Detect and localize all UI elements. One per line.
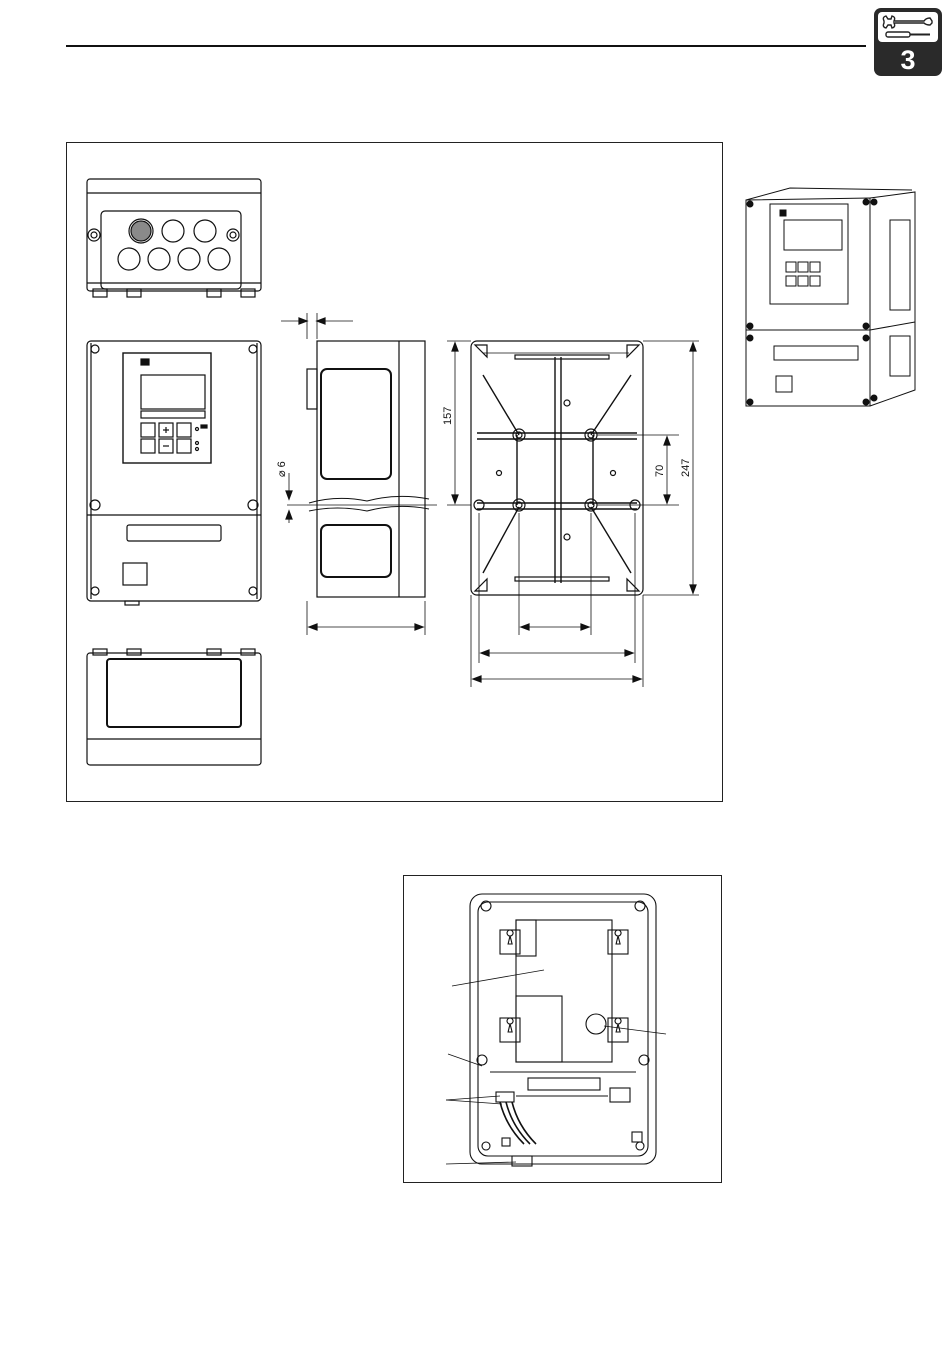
housing-interior-drawing bbox=[404, 876, 721, 1182]
chapter-number: 3 bbox=[900, 45, 916, 75]
wrench-screwdriver-icon bbox=[878, 12, 938, 42]
dimensions-figure bbox=[66, 142, 723, 802]
dimension-label-247: 247 bbox=[680, 458, 692, 477]
front-view-housing bbox=[87, 341, 261, 605]
top-view-housing bbox=[87, 649, 261, 765]
header-rule bbox=[66, 45, 866, 47]
dimension-label-157: 157 bbox=[442, 406, 454, 425]
dimension-label-70: 70 bbox=[654, 464, 666, 477]
chapter-tab bbox=[874, 8, 942, 76]
dimension-label-hole-diameter: ⌀ 6 bbox=[276, 461, 288, 477]
rear-view-mounting-plate bbox=[286, 318, 699, 687]
side-view-housing bbox=[281, 313, 437, 635]
dimensions-drawing bbox=[67, 143, 722, 801]
housing-interior-figure bbox=[403, 875, 722, 1183]
bottom-view-housing bbox=[87, 179, 261, 297]
device-perspective-view bbox=[740, 180, 920, 410]
chapter-icon-area bbox=[878, 12, 938, 42]
